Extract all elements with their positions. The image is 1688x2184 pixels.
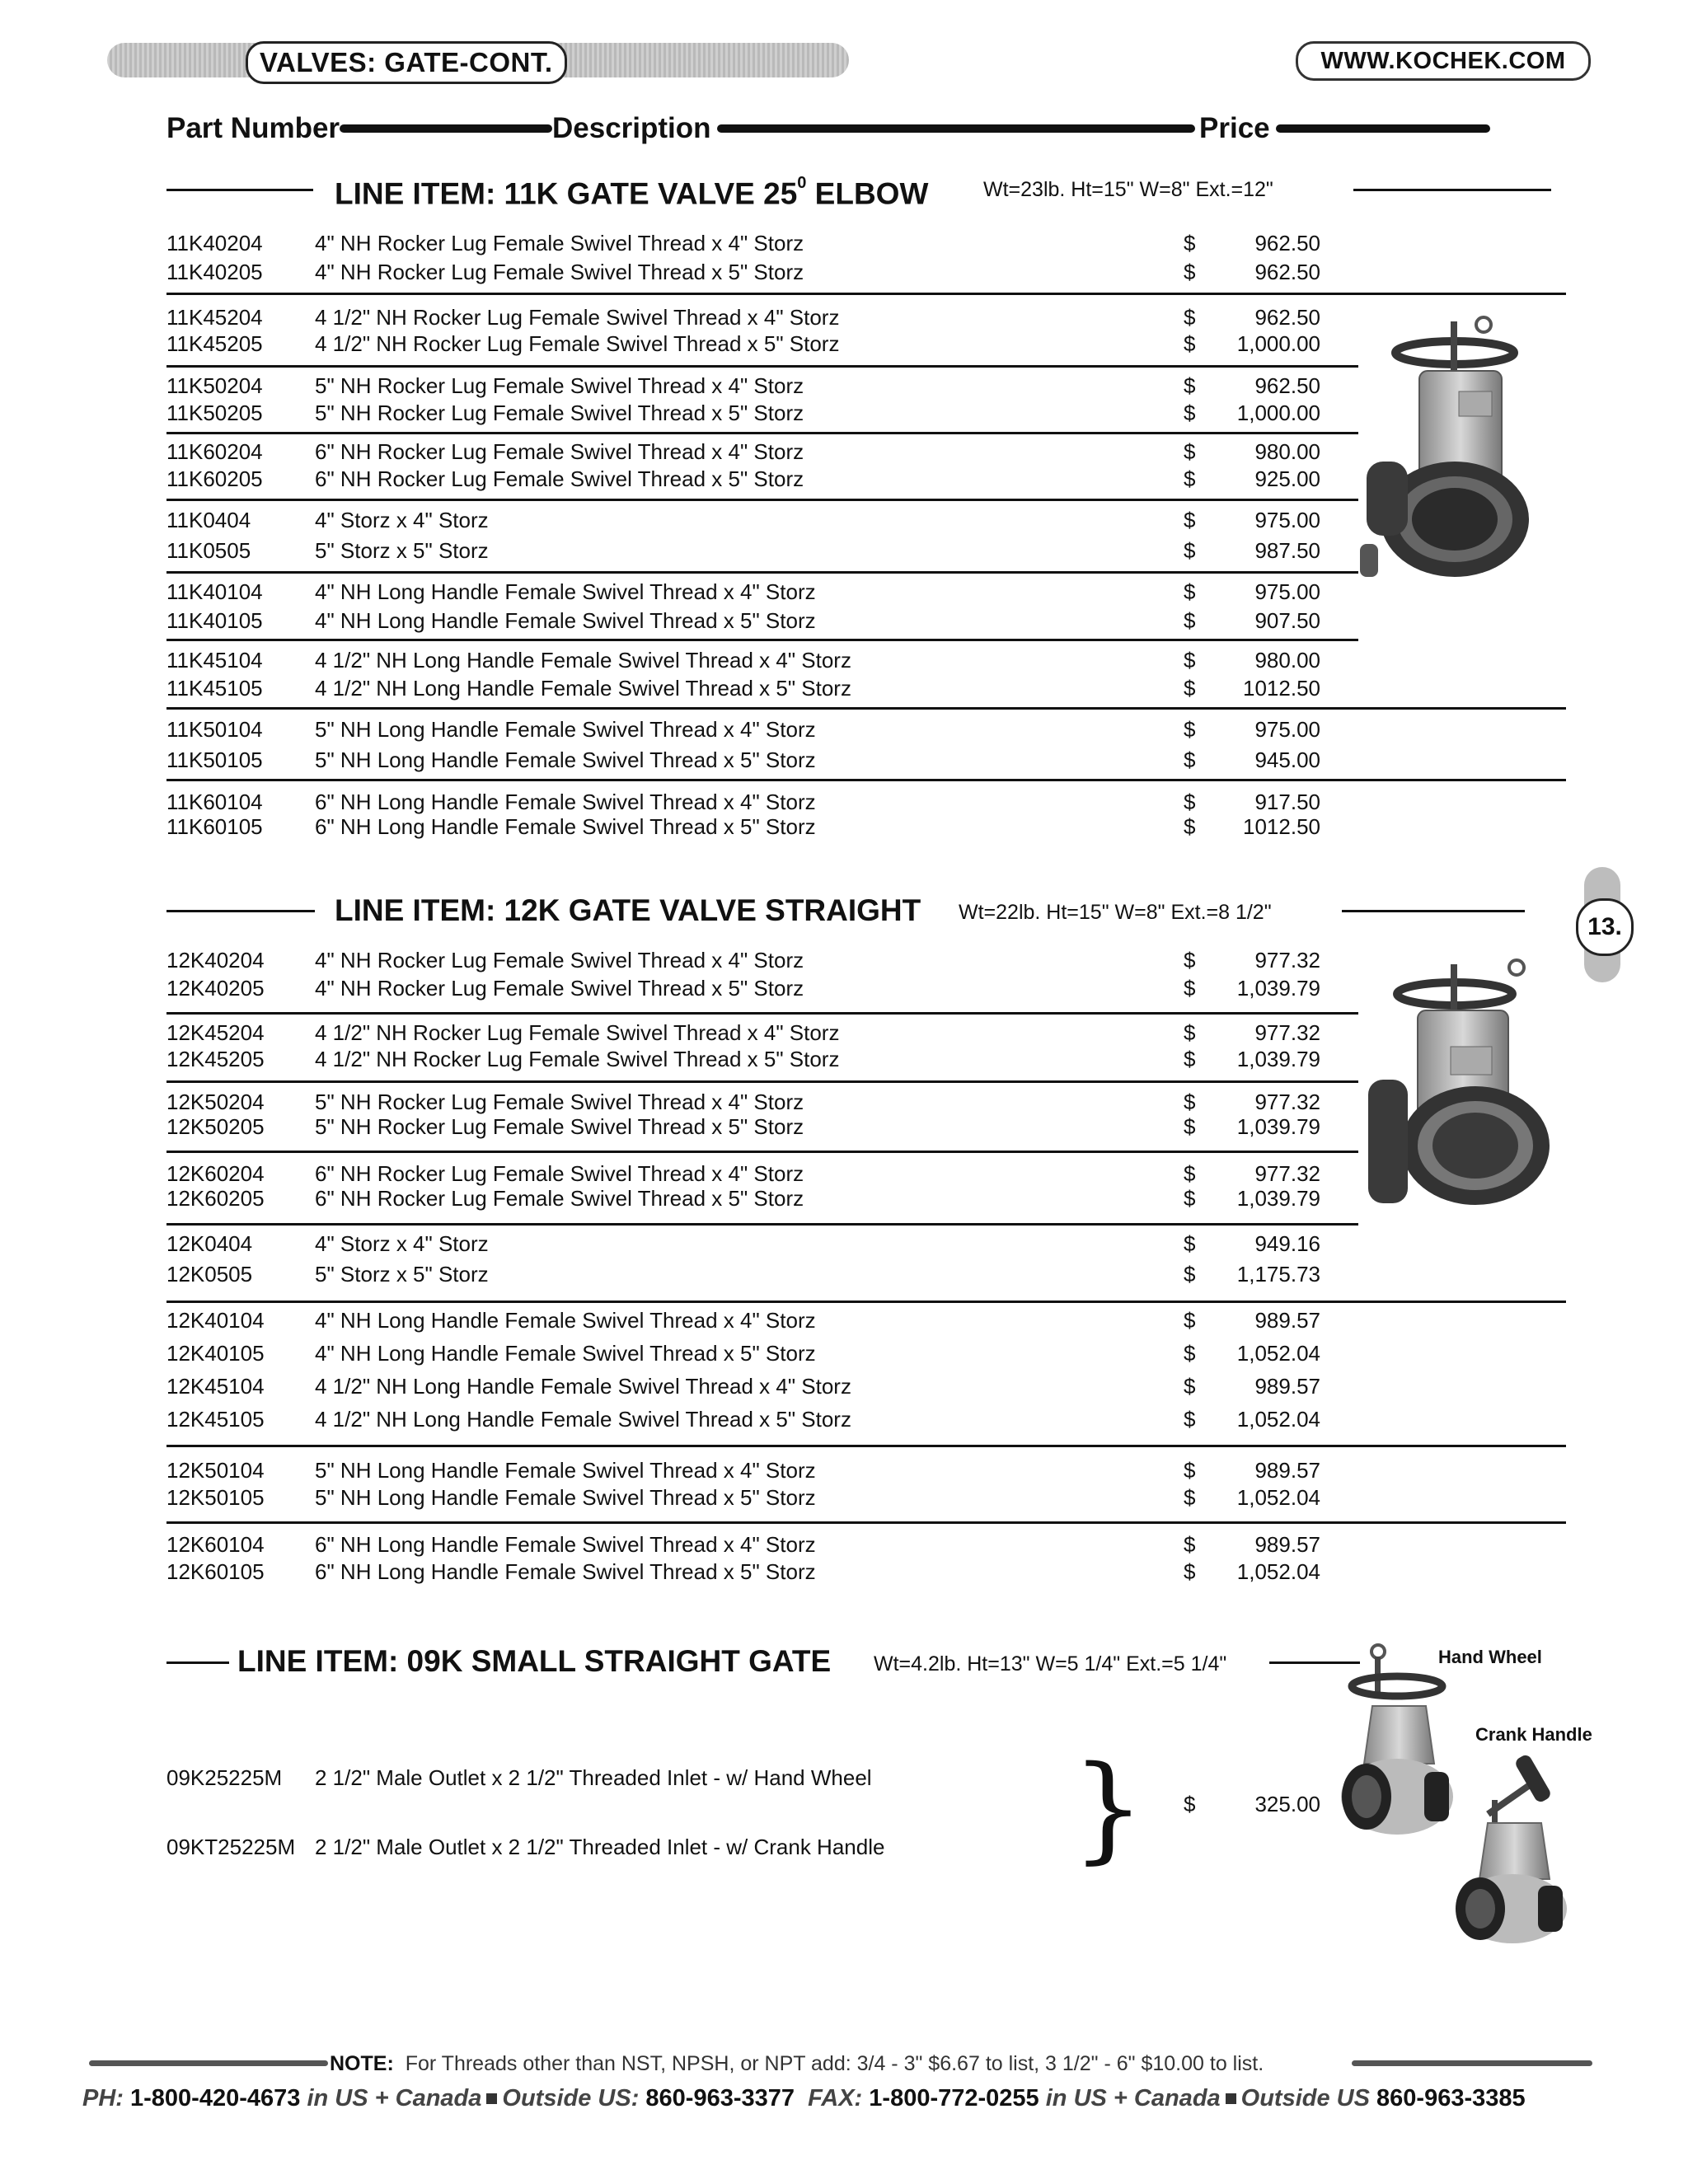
description: 4" NH Rocker Lug Female Swivel Thread x 4" Storz [315, 948, 804, 972]
table-row [0, 813, 1566, 841]
price: 1,000.00 [1236, 401, 1320, 425]
outside-phone: 860-963-3377 [645, 2085, 795, 2111]
footer-note [330, 2052, 1264, 2076]
part-number: 11K0404 [166, 508, 251, 532]
table-row [0, 372, 1566, 400]
description: 6" NH Rocker Lug Female Swivel Thread x 5" Storz [315, 1186, 804, 1211]
currency: $ [1184, 648, 1196, 673]
fax-label: FAX: [808, 2085, 863, 2111]
section-title-tail: ELBOW [806, 176, 929, 211]
table-row [0, 1483, 1566, 1511]
currency: $ [1184, 1374, 1196, 1399]
currency: $ [1184, 331, 1196, 356]
table-row [0, 674, 1566, 702]
currency: $ [1184, 1407, 1196, 1432]
in-us-label: in US + Canada [307, 2085, 482, 2111]
price: 962.50 [1254, 305, 1320, 330]
price: 975.00 [1254, 717, 1320, 742]
currency: $ [1184, 1114, 1196, 1139]
contact-line [82, 2085, 1526, 2112]
group-divider [166, 639, 1358, 641]
part-number: 12K40105 [166, 1341, 265, 1366]
table-row [0, 537, 1566, 565]
currency: $ [1184, 608, 1196, 633]
section-rule [1342, 910, 1525, 912]
group-divider [166, 707, 1566, 710]
description: 5" NH Rocker Lug Female Swivel Thread x 4" Storz [315, 1090, 804, 1114]
outside-label: Outside US: [502, 2085, 640, 2111]
description: 4 1/2" NH Rocker Lug Female Swivel Thread x 5" Storz [315, 1047, 840, 1071]
description: 5" Storz x 5" Storz [315, 538, 489, 563]
part-number: 11K60204 [166, 439, 263, 464]
description: 4" NH Rocker Lug Female Swivel Thread x 5" Storz [315, 976, 804, 1001]
group-divider [166, 779, 1566, 781]
group-divider [166, 1223, 1358, 1226]
part-number: 12K45205 [166, 1047, 265, 1071]
part-number: 12K50104 [166, 1458, 265, 1483]
table-row [0, 1764, 1566, 1792]
part-number: 11K40105 [166, 608, 263, 633]
ph-us: 1-800-420-4673 [130, 2085, 301, 2111]
price: 1,039.79 [1236, 1114, 1320, 1139]
price: 977.32 [1254, 1020, 1320, 1045]
table-row [0, 465, 1566, 493]
separator-square [1226, 2093, 1236, 2104]
description: 5" Storz x 5" Storz [315, 1262, 489, 1286]
degree-mark: 0 [797, 174, 807, 192]
description: 4 1/2" NH Long Handle Female Swivel Thread x 4" Storz [315, 1374, 851, 1399]
part-number: 11K40205 [166, 260, 263, 284]
header-bar [1276, 124, 1490, 133]
table-row [0, 1019, 1566, 1047]
currency: $ [1184, 1161, 1196, 1186]
section-rule [166, 189, 313, 191]
table-row [0, 607, 1566, 635]
price: 1,039.79 [1236, 1186, 1320, 1211]
currency: $ [1184, 538, 1196, 563]
description: 4" NH Long Handle Female Swivel Thread x 5" Storz [315, 608, 816, 633]
chapter-number[interactable]: 13. [1576, 898, 1634, 956]
caption-crank-handle: Crank Handle [1475, 1724, 1592, 1745]
part-number: 11K50204 [166, 373, 263, 398]
part-number: 12K40205 [166, 976, 265, 1001]
currency: $ [1184, 260, 1196, 284]
table-row [0, 1339, 1566, 1367]
table-row [0, 258, 1566, 286]
price: 907.50 [1254, 608, 1320, 633]
price: 977.32 [1254, 1161, 1320, 1186]
table-row [0, 1088, 1566, 1116]
currency: $ [1184, 579, 1196, 604]
caption-hand-wheel: Hand Wheel [1438, 1647, 1542, 1667]
part-number: 12K0404 [166, 1231, 253, 1256]
note-bar [89, 2060, 328, 2066]
outside-label: Outside US [1240, 2085, 1370, 2111]
currency: $ [1184, 1262, 1196, 1286]
part-number: 12K45104 [166, 1374, 265, 1399]
description: 4 1/2" NH Long Handle Female Swivel Thread x 5" Storz [315, 1407, 851, 1432]
part-number: 11K60205 [166, 466, 263, 491]
currency: $ [1184, 1090, 1196, 1114]
part-number: 12K50105 [166, 1485, 265, 1510]
note-bar [1352, 2060, 1592, 2066]
description: 6" NH Rocker Lug Female Swivel Thread x 5" Storz [315, 466, 804, 491]
part-number: 09K25225M [166, 1765, 283, 1790]
group-divider [166, 1521, 1566, 1524]
description: 4" NH Long Handle Female Swivel Thread x 4" Storz [315, 1308, 816, 1333]
price: 949.16 [1254, 1231, 1320, 1256]
gate-valve-elbow-image [1360, 313, 1558, 585]
table-row [0, 1045, 1566, 1073]
section-rule [166, 1661, 229, 1664]
part-number: 11K45104 [166, 648, 263, 673]
part-number: 12K45204 [166, 1020, 265, 1045]
price: 1012.50 [1243, 676, 1320, 701]
currency: $ [1184, 401, 1196, 425]
in-us-label: in US + Canada [1045, 2085, 1221, 2111]
price: 962.50 [1254, 231, 1320, 255]
description: 6" NH Long Handle Female Swivel Thread x 5" Storz [315, 1559, 816, 1584]
currency: $ [1184, 373, 1196, 398]
currency: $ [1184, 305, 1196, 330]
price: 1012.50 [1243, 814, 1320, 839]
table-row [0, 1372, 1566, 1400]
fax-us: 1-800-772-0255 [869, 2085, 1039, 2111]
part-number: 11K0505 [166, 538, 251, 563]
currency: $ [1184, 466, 1196, 491]
table-row [0, 1306, 1566, 1334]
part-number: 12K60205 [166, 1186, 265, 1211]
part-number: 11K50104 [166, 717, 263, 742]
price: 977.32 [1254, 1090, 1320, 1114]
currency: $ [1184, 1186, 1196, 1211]
section-dims-09k: Wt=4.2lb. Ht=13" W=5 1/4" Ext.=5 1/4" [874, 1652, 1227, 1675]
table-row [0, 1230, 1566, 1258]
price: 925.00 [1254, 466, 1320, 491]
table-row [0, 438, 1566, 466]
description: 4" Storz x 4" Storz [315, 508, 489, 532]
currency: $ [1184, 1458, 1196, 1483]
part-number: 12K50204 [166, 1090, 265, 1114]
description: 2 1/2" Male Outlet x 2 1/2" Threaded Inlet - w/ Crank Handle [315, 1835, 885, 1859]
price: 1,000.00 [1236, 331, 1320, 356]
part-number: 11K45105 [166, 676, 263, 701]
price: 1,175.73 [1236, 1262, 1320, 1286]
gate-valve-straight-image [1368, 956, 1558, 1212]
currency: $ [1184, 948, 1196, 972]
currency: $ [1184, 1231, 1196, 1256]
price: 989.57 [1254, 1458, 1320, 1483]
description: 5" NH Long Handle Female Swivel Thread x 4" Storz [315, 717, 816, 742]
part-number: 12K40204 [166, 948, 265, 972]
description: 6" NH Long Handle Female Swivel Thread x 5" Storz [315, 814, 816, 839]
description: 4 1/2" NH Rocker Lug Female Swivel Thread x 4" Storz [315, 1020, 840, 1045]
price: 987.50 [1254, 538, 1320, 563]
price: 1,039.79 [1236, 1047, 1320, 1071]
section-rule [166, 910, 315, 912]
description: 4 1/2" NH Rocker Lug Female Swivel Thread x 5" Storz [315, 331, 840, 356]
description: 6" NH Long Handle Female Swivel Thread x 4" Storz [315, 1532, 816, 1557]
ph-label: PH: [82, 2085, 124, 2111]
note-text: For Threads other than NST, NPSH, or NPT add: 3/4 - 3" $6.67 to list, 3 1/2" - 6" $10.00 to list. [405, 2052, 1264, 2075]
small-gate-crank-handle-image [1451, 1747, 1574, 1945]
price: 1,052.04 [1236, 1485, 1320, 1510]
section-dims-11k: Wt=23lb. Ht=15" W=8" Ext.=12" [983, 178, 1273, 201]
shared-price-row [0, 1790, 1566, 1818]
description: 4 1/2" NH Long Handle Female Swivel Thread x 4" Storz [315, 648, 851, 673]
currency: $ [1184, 439, 1196, 464]
section-title-09k: LINE ITEM: 09K SMALL STRAIGHT GATE [237, 1644, 832, 1678]
separator-square [486, 2093, 497, 2104]
currency: $ [1184, 231, 1196, 255]
table-row [0, 646, 1566, 674]
price: 980.00 [1254, 648, 1320, 673]
col-part-number: Part Number [166, 112, 340, 144]
currency: $ [1184, 976, 1196, 1001]
note-label: NOTE: [330, 2052, 394, 2075]
description: 5" NH Rocker Lug Female Swivel Thread x 4" Storz [315, 373, 804, 398]
description: 6" NH Long Handle Female Swivel Thread x 4" Storz [315, 790, 816, 814]
table-row [0, 1113, 1566, 1141]
group-divider [166, 1080, 1358, 1083]
table-row [0, 946, 1566, 974]
part-number: 12K0505 [166, 1262, 253, 1286]
description: 4" NH Rocker Lug Female Swivel Thread x 5" Storz [315, 260, 804, 284]
section-title-text: LINE ITEM: 11K GATE VALVE 25 [335, 176, 798, 211]
table-row [0, 506, 1566, 534]
part-number: 11K60104 [166, 790, 263, 814]
part-number: 11K45205 [166, 331, 263, 356]
table-row [0, 715, 1566, 743]
part-number: 12K60105 [166, 1559, 265, 1584]
price: 1,039.79 [1236, 976, 1320, 1001]
currency: $ [1184, 676, 1196, 701]
table-row [0, 1833, 1566, 1861]
col-description: Description [552, 112, 711, 144]
currency: $ [1184, 1341, 1196, 1366]
table-row [0, 1456, 1566, 1484]
section-rule [1353, 189, 1551, 191]
table-row [0, 229, 1566, 257]
part-number: 11K50105 [166, 748, 263, 772]
outside-fax: 860-963-3385 [1376, 2085, 1526, 2111]
website-url[interactable]: WWW.KOCHEK.COM [1296, 41, 1591, 81]
col-price: Price [1199, 112, 1270, 144]
currency: $ [1184, 1047, 1196, 1071]
price: 977.32 [1254, 948, 1320, 972]
currency: $ [1184, 748, 1196, 772]
header-bar [717, 124, 1195, 133]
price: 962.50 [1254, 260, 1320, 284]
price: 989.57 [1254, 1532, 1320, 1557]
group-divider [166, 1151, 1358, 1153]
price: 1,052.04 [1236, 1407, 1320, 1432]
table-row [0, 1405, 1566, 1433]
part-number: 11K45204 [166, 305, 263, 330]
group-divider [166, 571, 1358, 574]
table-row [0, 1184, 1566, 1212]
description: 4 1/2" NH Rocker Lug Female Swivel Thread x 4" Storz [315, 305, 840, 330]
table-row [0, 1260, 1566, 1288]
currency: $ [1184, 1020, 1196, 1045]
currency: $ [1184, 1485, 1196, 1510]
part-number: 12K60104 [166, 1532, 265, 1557]
description: 6" NH Rocker Lug Female Swivel Thread x 4" Storz [315, 439, 804, 464]
part-number: 11K50205 [166, 401, 263, 425]
price: 1,052.04 [1236, 1341, 1320, 1366]
small-gate-hand-wheel-image [1335, 1640, 1459, 1838]
part-number: 12K60204 [166, 1161, 265, 1186]
description: 5" NH Rocker Lug Female Swivel Thread x 5" Storz [315, 401, 804, 425]
table-row [0, 974, 1566, 1002]
group-divider [166, 1445, 1566, 1447]
description: 6" NH Rocker Lug Female Swivel Thread x 4" Storz [315, 1161, 804, 1186]
table-row [0, 788, 1566, 816]
currency: $ [1184, 814, 1196, 839]
table-row [0, 303, 1566, 331]
part-number: 11K40204 [166, 231, 263, 255]
grouping-brace: } [1071, 1741, 1146, 1876]
price: 325.00 [1254, 1792, 1320, 1816]
description: 4" Storz x 4" Storz [315, 1231, 489, 1256]
group-divider [166, 1012, 1358, 1015]
group-divider [166, 432, 1358, 434]
price: 989.57 [1254, 1308, 1320, 1333]
price: 962.50 [1254, 373, 1320, 398]
price: 975.00 [1254, 579, 1320, 604]
description: 4 1/2" NH Long Handle Female Swivel Thread x 5" Storz [315, 676, 851, 701]
group-divider [166, 1301, 1566, 1303]
part-number: 12K50205 [166, 1114, 265, 1139]
table-row [0, 746, 1566, 774]
section-title-12k: LINE ITEM: 12K GATE VALVE STRAIGHT [335, 893, 921, 927]
table-row [0, 1160, 1566, 1188]
description: 5" NH Long Handle Female Swivel Thread x 4" Storz [315, 1458, 816, 1483]
price: 975.00 [1254, 508, 1320, 532]
price: 1,052.04 [1236, 1559, 1320, 1584]
part-number: 09KT25225M [166, 1835, 296, 1859]
group-divider [166, 365, 1358, 368]
currency: $ [1184, 717, 1196, 742]
description: 4" NH Long Handle Female Swivel Thread x 5" Storz [315, 1341, 816, 1366]
currency: $ [1184, 790, 1196, 814]
section-dims-12k: Wt=22lb. Ht=15" W=8" Ext.=8 1/2" [959, 901, 1272, 924]
section-label: VALVES: GATE-CONT. [246, 41, 567, 84]
group-divider [166, 293, 1566, 295]
part-number: 11K40104 [166, 579, 263, 604]
price: 989.57 [1254, 1374, 1320, 1399]
price: 917.50 [1254, 790, 1320, 814]
description: 4" NH Long Handle Female Swivel Thread x 4" Storz [315, 579, 816, 604]
table-row [0, 1530, 1566, 1558]
part-number: 12K45105 [166, 1407, 265, 1432]
table-row [0, 578, 1566, 606]
table-row [0, 1558, 1566, 1586]
description: 2 1/2" Male Outlet x 2 1/2" Threaded Inlet - w/ Hand Wheel [315, 1765, 872, 1790]
section-title-11k [335, 169, 928, 213]
description: 4" NH Rocker Lug Female Swivel Thread x 4" Storz [315, 231, 804, 255]
table-row [0, 399, 1566, 427]
currency: $ [1184, 1308, 1196, 1333]
description: 5" NH Long Handle Female Swivel Thread x 5" Storz [315, 1485, 816, 1510]
description: 5" NH Rocker Lug Female Swivel Thread x 5" Storz [315, 1114, 804, 1139]
currency: $ [1184, 1792, 1196, 1816]
currency: $ [1184, 508, 1196, 532]
price: 945.00 [1254, 748, 1320, 772]
currency: $ [1184, 1532, 1196, 1557]
group-divider [166, 499, 1358, 501]
part-number: 11K60105 [166, 814, 263, 839]
currency: $ [1184, 1559, 1196, 1584]
description: 5" NH Long Handle Female Swivel Thread x 5" Storz [315, 748, 816, 772]
price: 980.00 [1254, 439, 1320, 464]
header-bar [340, 124, 552, 133]
part-number: 12K40104 [166, 1308, 265, 1333]
table-row [0, 330, 1566, 358]
